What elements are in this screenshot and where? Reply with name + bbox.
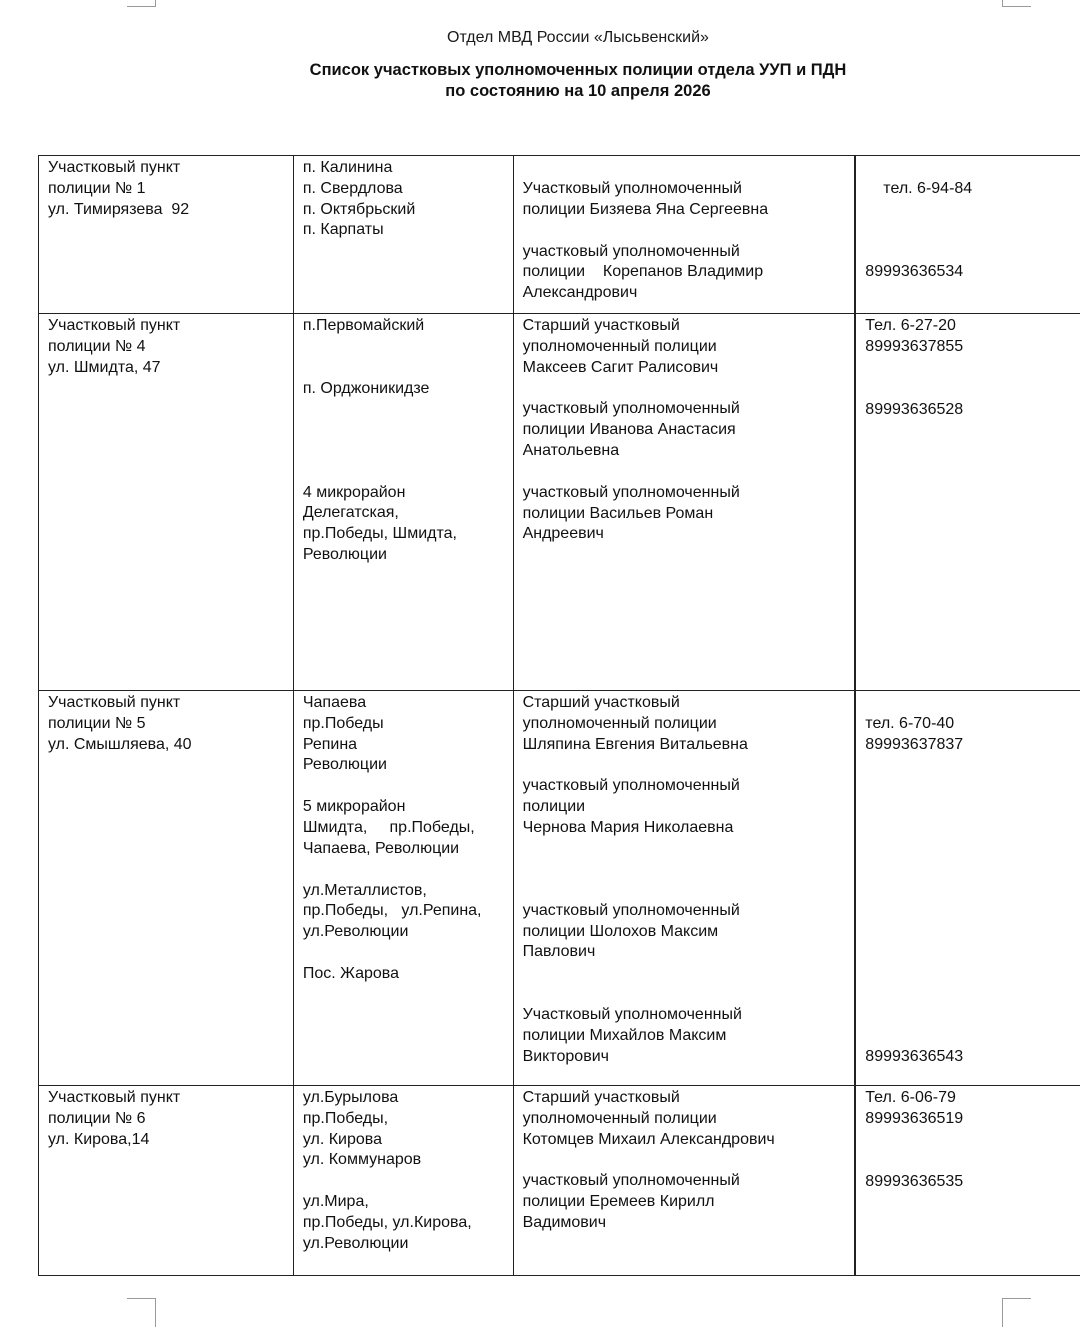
station-cell — [39, 1086, 294, 1276]
area-line: пр.Победы, ул.Репина, — [303, 901, 504, 922]
officer-entry — [523, 901, 846, 963]
area-line: п.Первомайский — [303, 316, 504, 337]
officer-line: участковый уполномоченный — [523, 242, 846, 263]
officer-line: Викторович — [523, 1047, 846, 1068]
phone-line: Тел. 6-06-79 — [865, 1088, 1080, 1109]
station-cell — [39, 691, 294, 1086]
officer-entry — [523, 483, 846, 545]
area-line: пр.Победы, Шмидта, — [303, 524, 504, 545]
phone-line: тел. 6-70-40 — [865, 714, 1080, 735]
area-line: Чапаева — [303, 693, 504, 714]
area-line: Революции — [303, 545, 504, 566]
officer-line: Максеев Сагит Ралисович — [523, 358, 846, 379]
page-corner-mark — [1002, 1298, 1031, 1327]
area-line: Революции — [303, 755, 504, 776]
officer-line: участковый уполномоченный — [523, 901, 846, 922]
station-line: ул. Кирова,14 — [48, 1130, 284, 1151]
station-line: Участковый пункт — [48, 316, 284, 337]
organization-name: Отдел МВД России «Лысьвенский» — [0, 29, 1080, 47]
phones-cell — [856, 691, 1080, 1086]
officers-cell — [513, 1086, 855, 1276]
officer-line: Вадимович — [523, 1213, 846, 1234]
area-line: ул. Кирова — [303, 1130, 504, 1151]
station-line: ул. Смышляева, 40 — [48, 735, 284, 756]
station-line: полиции № 4 — [48, 337, 284, 358]
phones-cell — [856, 156, 1080, 314]
officer-entry — [523, 1171, 846, 1233]
officer-line: полиции Васильев Роман — [523, 504, 846, 525]
title-line: по состоянию на 10 апреля 2026 — [0, 81, 1080, 102]
officer-line: Старший участковый — [523, 693, 846, 714]
page-corner-mark — [1002, 0, 1031, 7]
station-line: Участковый пункт — [48, 693, 284, 714]
station-line: ул. Тимирязева 92 — [48, 200, 284, 221]
officer-line: Котомцев Михаил Александрович — [523, 1130, 846, 1151]
area-line: пр.Победы — [303, 714, 504, 735]
officer-line: Участковый уполномоченный — [523, 1005, 846, 1026]
officers-table — [38, 155, 1080, 1276]
station-line: Участковый пункт — [48, 158, 284, 179]
area-line: п. Октябрьский — [303, 200, 504, 221]
phone-line: 89993636535 — [865, 1172, 1080, 1193]
officer-line: участковый уполномоченный — [523, 776, 846, 797]
table-row — [39, 691, 1080, 1086]
officer-line: полиции Шолохов Максим — [523, 922, 846, 943]
station-cell — [39, 314, 294, 691]
area-line: пр.Победы, — [303, 1109, 504, 1130]
officer-line: полиции Еремеев Кирилл — [523, 1192, 846, 1213]
table-row — [39, 1086, 1080, 1276]
area-line: Чапаева, Революции — [303, 839, 504, 860]
area-line: ул.Революции — [303, 922, 504, 943]
area-line: Репина — [303, 735, 504, 756]
area-line: 4 микрорайон — [303, 483, 504, 504]
officer-line: уполномоченный полиции — [523, 337, 846, 358]
area-line: ул. Коммунаров — [303, 1150, 504, 1171]
officers-cell — [513, 156, 855, 314]
area-line: п. Свердлова — [303, 179, 504, 200]
officer-line: полиции Михайлов Максим — [523, 1026, 846, 1047]
areas-cell — [293, 1086, 513, 1276]
officer-line: полиции — [523, 797, 846, 818]
officer-entry — [523, 242, 846, 304]
table-row — [39, 314, 1080, 691]
area-line: Пос. Жарова — [303, 964, 504, 985]
phone-line: 89993637837 — [865, 735, 1080, 756]
phone-line: Тел. 6-27-20 — [865, 316, 1080, 337]
station-line: полиции № 1 — [48, 179, 284, 200]
area-line: п. Орджоникидзе — [303, 379, 504, 400]
area-line: 5 микрорайон — [303, 797, 504, 818]
areas-cell — [293, 691, 513, 1086]
officer-line: Александрович — [523, 283, 846, 304]
area-line: п. Калинина — [303, 158, 504, 179]
area-line: пр.Победы, ул.Кирова, — [303, 1213, 504, 1234]
page-corner-mark — [127, 0, 156, 7]
officers-cell — [513, 314, 855, 691]
officer-entry — [523, 1005, 846, 1067]
document-title — [0, 60, 1080, 102]
phone-line: 89993636519 — [865, 1109, 1080, 1130]
phone-line: 89993636543 — [865, 1047, 1080, 1068]
officer-line: Старший участковый — [523, 1088, 846, 1109]
officer-line: участковый уполномоченный — [523, 1171, 846, 1192]
phone-line: 89993636528 — [865, 400, 1080, 421]
officer-line: Чернова Мария Николаевна — [523, 818, 846, 839]
area-line: ул.Мира, — [303, 1192, 504, 1213]
officer-entry — [523, 1088, 846, 1150]
area-line: ул.Металлистов, — [303, 881, 504, 902]
officer-line: уполномоченный полиции — [523, 1109, 846, 1130]
officer-entry — [523, 693, 846, 755]
table-row — [39, 156, 1080, 314]
station-line: Участковый пункт — [48, 1088, 284, 1109]
phones-cell — [856, 314, 1080, 691]
officer-line: Анатольевна — [523, 441, 846, 462]
officer-line: полиции Корепанов Владимир — [523, 262, 846, 283]
officer-line: участковый уполномоченный — [523, 399, 846, 420]
officer-line: участковый уполномоченный — [523, 483, 846, 504]
area-line: п. Карпаты — [303, 220, 504, 241]
area-line: ул.Бурылова — [303, 1088, 504, 1109]
areas-cell — [293, 156, 513, 314]
station-line: ул. Шмидта, 47 — [48, 358, 284, 379]
officer-entry — [523, 399, 846, 461]
officer-line: полиции Бизяева Яна Сергеевна — [523, 200, 846, 221]
phone-line: 89993637855 — [865, 337, 1080, 358]
station-line: полиции № 5 — [48, 714, 284, 735]
phone-line: 89993636534 — [865, 262, 1080, 283]
officer-line: Павлович — [523, 942, 846, 963]
phone-line: тел. 6-94-84 — [865, 179, 1080, 200]
station-line: полиции № 6 — [48, 1109, 284, 1130]
officers-cell — [513, 691, 855, 1086]
officer-line: Андреевич — [523, 524, 846, 545]
areas-cell — [293, 314, 513, 691]
officer-line: Старший участковый — [523, 316, 846, 337]
officer-line: полиции Иванова Анастасия — [523, 420, 846, 441]
area-line: Делегатская, — [303, 503, 504, 524]
station-cell — [39, 156, 294, 314]
officer-entry — [523, 316, 846, 378]
officer-line: уполномоченный полиции — [523, 714, 846, 735]
area-line: Шмидта, пр.Победы, — [303, 818, 504, 839]
officer-line: Шляпина Евгения Витальевна — [523, 735, 846, 756]
officer-line: Участковый уполномоченный — [523, 179, 846, 200]
phones-cell — [856, 1086, 1080, 1276]
officer-entry — [523, 179, 846, 221]
page-corner-mark — [127, 1298, 156, 1327]
area-line: ул.Революции — [303, 1234, 504, 1255]
officer-entry — [523, 776, 846, 838]
title-line: Список участковых уполномоченных полиции отдела УУП и ПДН — [0, 60, 1080, 81]
